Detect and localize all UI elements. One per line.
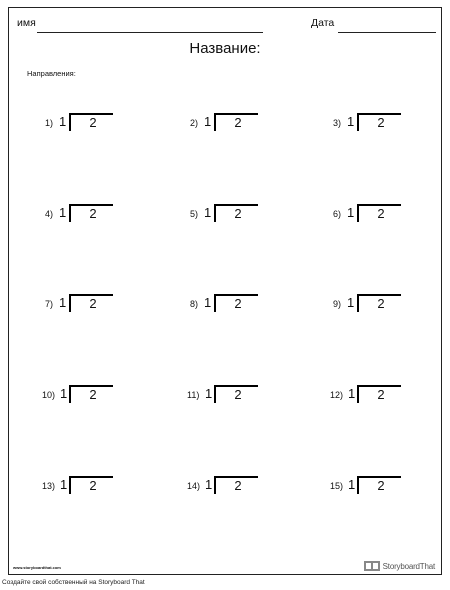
long-division-bracket (357, 204, 401, 222)
long-division-bracket (214, 476, 258, 494)
divisor: 1 (347, 295, 355, 310)
division-problem (333, 202, 433, 226)
dividend: 2 (377, 115, 385, 130)
divisor: 1 (348, 386, 356, 401)
division-problem (42, 474, 145, 498)
dividend: 2 (234, 115, 242, 130)
dividend: 2 (89, 115, 97, 130)
divisor: 1 (60, 477, 68, 492)
division-problem (45, 292, 145, 316)
storyboardthat-logo (364, 560, 435, 572)
division-problem (330, 474, 433, 498)
long-division-bracket (69, 476, 113, 494)
division-problem (330, 383, 433, 407)
division-problem (187, 383, 290, 407)
long-division-bracket (214, 113, 258, 131)
divisor: 1 (59, 205, 67, 220)
problem-number: 10) (42, 390, 56, 400)
division-problem (190, 202, 290, 226)
footer-caption: Создайте свой собственный на Storyboard That (2, 579, 145, 586)
worksheet-page (8, 7, 442, 575)
division-problem (42, 383, 145, 407)
dividend: 2 (89, 206, 97, 221)
date-line (338, 32, 436, 33)
divisor: 1 (204, 205, 212, 220)
problem-number: 3) (333, 118, 342, 128)
divisor: 1 (60, 386, 68, 401)
dividend: 2 (377, 478, 385, 493)
long-division-bracket (69, 113, 113, 131)
problem-number: 8) (190, 299, 199, 309)
long-division-bracket (357, 113, 401, 131)
problem-number: 13) (42, 481, 56, 491)
problem-number: 12) (330, 390, 344, 400)
long-division-bracket (357, 385, 401, 403)
problem-number: 11) (187, 390, 200, 400)
footer-url: www.storyboardthat.com (13, 565, 61, 570)
dividend: 2 (377, 387, 385, 402)
division-problem (190, 292, 290, 316)
divisor: 1 (59, 295, 67, 310)
long-division-bracket (69, 204, 113, 222)
divisor: 1 (204, 114, 212, 129)
dividend: 2 (89, 478, 97, 493)
dividend: 2 (89, 387, 97, 402)
dividend: 2 (234, 478, 242, 493)
divisor: 1 (347, 114, 355, 129)
long-division-bracket (214, 294, 258, 312)
problem-number: 2) (190, 118, 199, 128)
date-label: Дата (311, 17, 335, 29)
division-problem (187, 474, 290, 498)
dividend: 2 (234, 296, 242, 311)
name-line (37, 32, 263, 33)
logo-text: StoryboardThat (382, 561, 435, 571)
long-division-bracket (69, 385, 113, 403)
division-problem (190, 111, 290, 135)
storyboard-logo-icon (364, 561, 380, 571)
divisor: 1 (348, 477, 356, 492)
division-problem (333, 292, 433, 316)
long-division-bracket (214, 385, 258, 403)
divisor: 1 (205, 477, 213, 492)
problem-number: 6) (333, 209, 342, 219)
problem-number: 7) (45, 299, 54, 309)
page-title: Название: (189, 40, 261, 57)
problem-number: 9) (333, 299, 342, 309)
problem-number: 1) (45, 118, 54, 128)
division-problem (45, 202, 145, 226)
divisor: 1 (347, 205, 355, 220)
dividend: 2 (377, 206, 385, 221)
division-problem (45, 111, 145, 135)
long-division-bracket (357, 294, 401, 312)
name-label: имя (17, 17, 36, 29)
divisor: 1 (205, 386, 213, 401)
dividend: 2 (377, 296, 385, 311)
problem-number: 14) (187, 481, 201, 491)
dividend: 2 (89, 296, 97, 311)
dividend: 2 (234, 387, 242, 402)
problem-number: 4) (45, 209, 54, 219)
directions-label: Направления: (27, 69, 76, 78)
dividend: 2 (234, 206, 242, 221)
long-division-bracket (214, 204, 258, 222)
problem-number: 5) (190, 209, 199, 219)
long-division-bracket (357, 476, 401, 494)
divisor: 1 (204, 295, 212, 310)
divisor: 1 (59, 114, 67, 129)
problem-number: 15) (330, 481, 344, 491)
division-problem (333, 111, 433, 135)
long-division-bracket (69, 294, 113, 312)
